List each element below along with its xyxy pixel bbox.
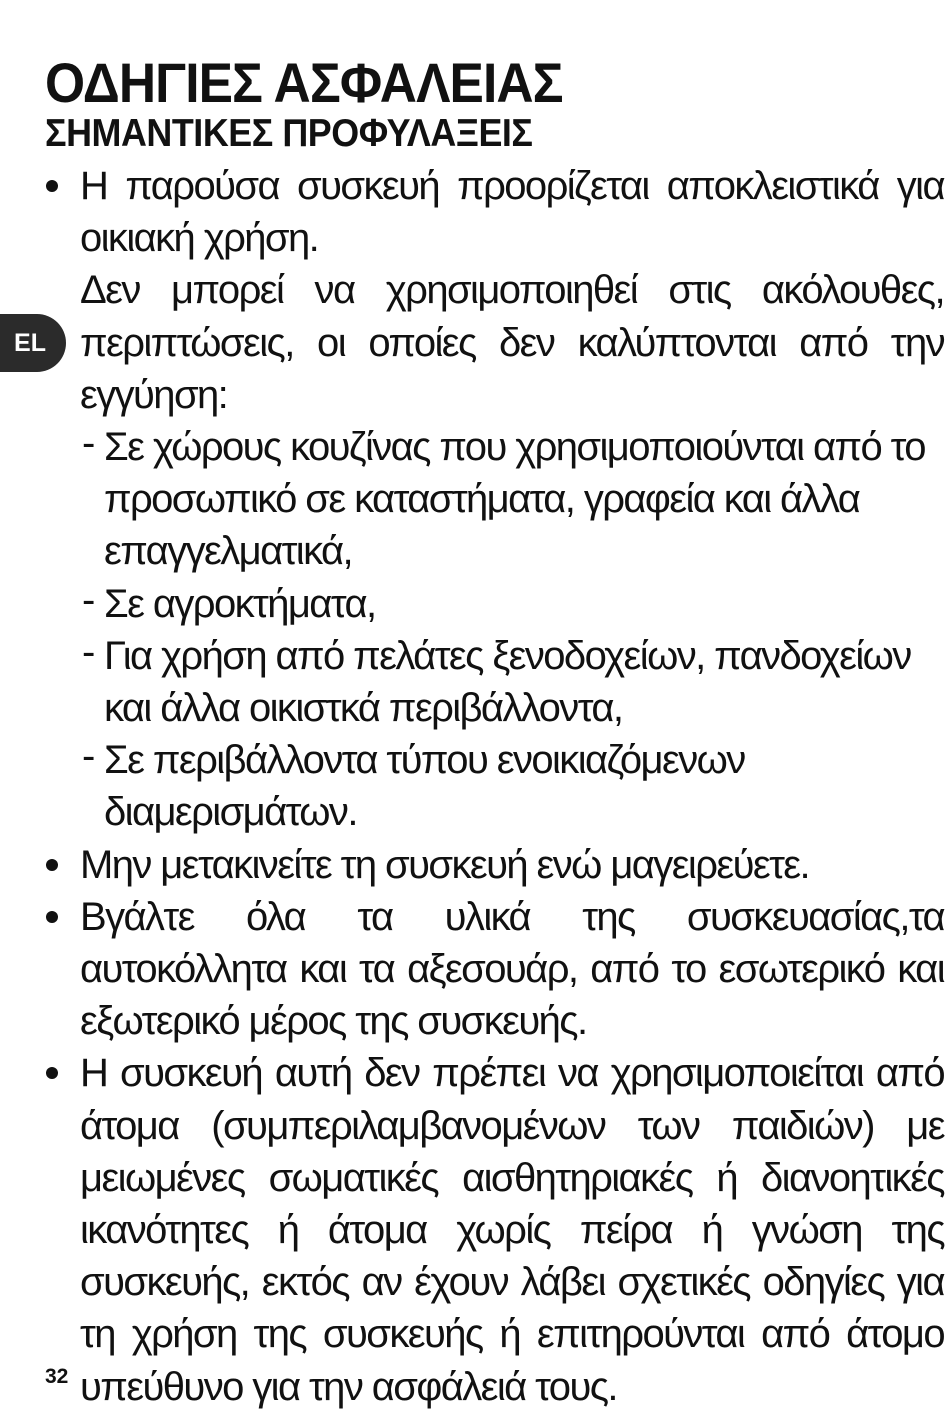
bullet-list	[40, 160, 944, 1413]
bullet-item-remove-packaging	[40, 891, 944, 1048]
paragraph: Βγάλτε όλα τα υλικά της συσκευασίας,τα αυτοκόλλητα και τα αξεσουάρ, από το εσωτερικό και εξωτερικό μέρος της συσκευής.	[80, 894, 944, 1044]
safety-instructions	[40, 160, 944, 1413]
paragraph: Δεν μπορεί να χρησιμοποιηθεί στις ακόλουθες, περιπτώσεις, οι οποίες δεν καλύπτονται από την εγγύηση:	[80, 268, 944, 417]
bullet-item-do-not-move	[40, 839, 944, 891]
language-tab: EL	[0, 314, 66, 372]
paragraph: Η παρούσα συσκευή προορίζεται αποκλειστικά για οικιακή χρήση.	[80, 164, 944, 261]
dash-item: - Σε χώρους κουζίνας που χρησιμοποιούνται από το προσωπικό σε καταστήματα, γραφεία και άλλα επαγγελματικά,	[80, 421, 944, 578]
dash-list	[80, 421, 944, 839]
page-title: ΟΔΗΓΙΕΣ ΑΣΦΑΛΕΙΑΣ	[45, 51, 563, 114]
page-number: 32	[45, 1365, 69, 1388]
paragraph: Μην μετακινείτε τη συσκευή ενώ μαγειρεύετε.	[80, 842, 810, 887]
bullet-item-household-use	[40, 160, 944, 839]
dash-item: - Σε περιβάλλοντα τύπου ενοικιαζόμενων διαμερισμάτων.	[80, 734, 944, 838]
dash-item: - Σε αγροκτήματα,	[80, 578, 944, 630]
paragraph: Η συσκευή αυτή δεν πρέπει να χρησιμοποιείται από άτομα (συμπεριλαμβανομένων των παιδιών) με μειωμένες σωματικές αισθητηριακές ή διανοητικές ικανότητες ή άτομα χωρίς πείρα ή γνώση της συσκευής, εκτός αν έχουν λάβει σχετικές οδηγίες για τη χρήση της συσκευής ή επιτηρούνται από άτομο υπεύθυνο για την ασφάλειά τους.	[80, 1051, 944, 1409]
dash-item: - Για χρήση από πελάτες ξενοδοχείων, πανδοχείων και άλλα οικιστκά περιβάλλοντα,	[80, 630, 944, 734]
section-subtitle: ΣΗΜΑΝΤΙΚΕΣ ΠΡΟΦΥΛΑΞΕΙΣ	[45, 112, 533, 155]
bullet-item-reduced-capabilities	[40, 1047, 944, 1412]
